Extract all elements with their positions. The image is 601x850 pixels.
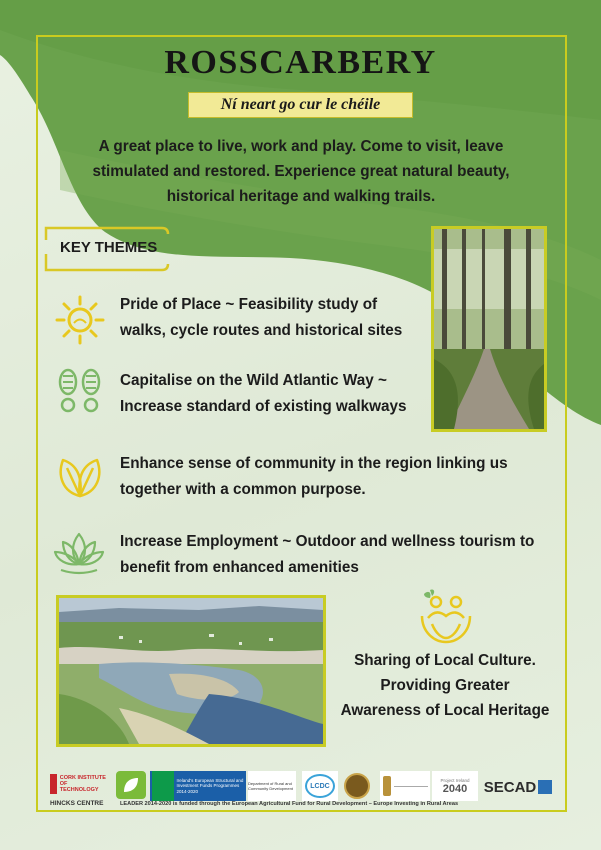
lcdc-text: LCDC xyxy=(310,782,330,790)
motto-banner xyxy=(188,92,413,118)
cit-logo-text: CORK INSTITUTE OF TECHNOLOGY xyxy=(59,775,106,793)
lcdc-logo xyxy=(302,771,338,801)
intro-paragraph: A great place to live, work and play. Come to visit, leave stimulated and restored. Experience great natural beauty, historical heritage and walking trails. xyxy=(92,138,510,205)
dept-rural-text: Department of Rural and Community Development xyxy=(248,781,293,791)
county-crest-logo xyxy=(342,771,372,801)
theme-item-pride-of-place: Pride of Place ~ Feasibility study of walks, cycle routes and historical sites xyxy=(120,296,403,339)
cit-mark-icon xyxy=(50,774,57,794)
sun-icon xyxy=(55,295,105,345)
secad-text: SECAD xyxy=(483,778,537,796)
footprints-icon xyxy=(55,366,105,416)
page-title: ROSSCARBERY xyxy=(164,44,437,81)
theme-item-employment: Increase Employment ~ Outdoor and wellness tourism to benefit from enhanced amenities xyxy=(120,533,535,576)
project-ireland-2040-logo xyxy=(432,771,478,801)
rosscarbery-bay-photo xyxy=(56,595,326,747)
eu-funds-logo xyxy=(150,771,246,801)
culture-statement: Sharing of Local Culture. Providing Greater Awareness of Local Heritage xyxy=(340,652,550,719)
lotus-icon xyxy=(53,530,105,576)
cit-logo xyxy=(50,772,106,796)
leader-logo xyxy=(116,771,146,799)
government-harp-logo xyxy=(380,771,430,801)
harp-icon xyxy=(383,776,391,796)
key-themes-heading: KEY THEMES xyxy=(60,239,158,256)
crest-icon xyxy=(344,773,370,799)
motto-text: Ní neart go cur le chéile xyxy=(220,96,381,113)
hincks-centre-label: HINCKS CENTRE xyxy=(50,800,104,807)
theme-item-wild-atlantic-way: Capitalise on the Wild Atlantic Way ~ Increase standard of existing walkways xyxy=(120,372,407,415)
lcdc-ring-icon xyxy=(305,774,335,798)
theme-item-community: Enhance sense of community in the region linking us together with a common purpose. xyxy=(120,455,508,498)
community-hands-icon xyxy=(418,588,474,646)
dept-rural-logo xyxy=(248,771,296,801)
leader-leaf-icon xyxy=(122,776,140,794)
harp-flag-icon xyxy=(152,771,174,801)
forest-path-photo xyxy=(431,226,547,432)
secad-logo xyxy=(482,776,554,798)
eu-funds-text: Ireland's European Structural and Investment Funds Programmes 2014-2020 xyxy=(176,777,244,794)
leader-funding-note: LEADER 2014-2020 is funded through the European Agricultural Fund for Rural Development – Europe Investing in Rural Areas xyxy=(120,801,459,807)
project-ireland-label: Project Ireland xyxy=(440,777,470,783)
leaves-icon xyxy=(55,452,105,502)
secad-mark-icon xyxy=(538,780,552,794)
2040-text: 2040 xyxy=(442,782,468,795)
